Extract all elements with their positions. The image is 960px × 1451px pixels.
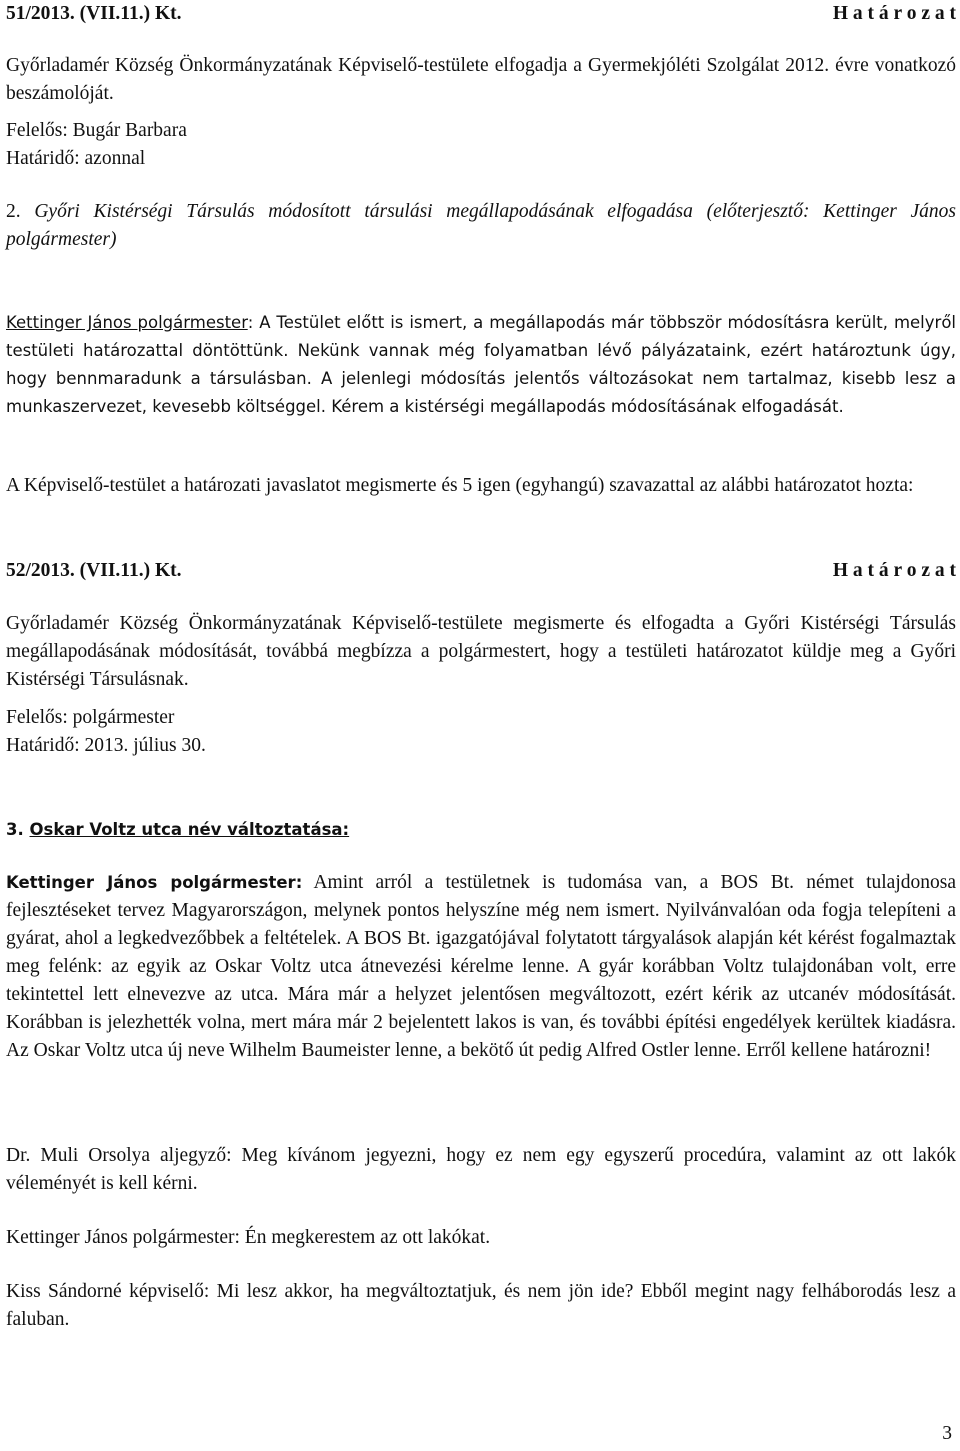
resolution-51-deadline: Határidő: azonnal — [6, 148, 146, 169]
item-3-title: Oskar Voltz utca név változtatása: — [29, 820, 350, 839]
item-2-title-block — [6, 198, 956, 254]
mayor-statement-1-text: : A Testület előtt is ismert, a megállapodás már többször módosításra került, melyről testületi határozattal döntöttünk. Nekünk vannak még folyamatban lévő pályázataink, ezért határoztunk úgy, hogy bennmaradunk a társulásban. A jelenlegi módosítás jelentős változásokat nem tartalmaz, kisebb lesz a munkaszervezet, kevesebb költséggel. Kérem a kistérségi megállapodás módosításának elfogadását. — [6, 313, 956, 416]
item-2-number: 2. — [6, 201, 21, 222]
mayor-statement-1-speaker: Kettinger János polgármester — [6, 313, 248, 332]
mayor-statement-3: Kettinger János polgármester: Én megkerestem az ott lakókat. — [6, 1227, 491, 1248]
item-3-title-block — [6, 816, 956, 844]
notary-statement: Dr. Muli Orsolya aljegyző: Meg kívánom jegyezni, hogy ez nem egy egyszerű procedúra, valamint az ott lakók véleményét is kell kérni. — [6, 1145, 956, 1194]
page-number: 3 — [942, 1423, 952, 1444]
resolution-51-responsible: Felelős: Bugár Barbara — [6, 120, 187, 141]
resolution-52-text: Győrladamér Község Önkormányzatának Képviselő-testülete megismerte és elfogadta a Győri Kistérségi Társulás megállapodásának módosítását, továbbá megbízza a polgármestert, hogy a testületi határozatot küldje meg a Győri Kistérségi Társulásnak. — [6, 613, 956, 690]
resolution-51-text: Győrladamér Község Önkormányzatának Képviselő-testülete elfogadja a Gyermekjóléti Szolgálat 2012. évre vonatkozó beszámolóját. — [6, 55, 956, 104]
mayor-statement-2-speaker: Kettinger János polgármester: — [6, 873, 303, 892]
kiss-statement: Kiss Sándorné képviselő: Mi lesz akkor, ha megváltoztatjuk, és nem jön ide? Ebből megint nagy felháborodás lesz a faluban. — [6, 1281, 956, 1330]
resolution-51-header — [6, 0, 956, 28]
item-3-number: 3. — [6, 820, 24, 839]
resolution-52-deadline: Határidő: 2013. július 30. — [6, 735, 206, 756]
mayor-statement-1 — [6, 309, 956, 421]
resolution-51-heading: H a t á r o z a t — [832, 3, 956, 24]
mayor-statement-2 — [6, 869, 956, 1065]
item-2-title: Győri Kistérségi Társulás módosított társulási megállapodásának elfogadása (előterjesztő: Kettinger János polgármester) — [6, 201, 957, 250]
resolution-52-heading: H a t á r o z a t — [832, 560, 956, 581]
mayor-statement-2-text: Amint arról a testületnek is tudomása van, a BOS Bt. német tulajdonosa fejlesztéseket tervez Magyarországon, melynek pontos helyszíne még nem ismert. Nyilvánvalóan oda fogja telepíteni a gyárat, ahol a legkedvezőbbek a feltételek. A BOS Bt. igazgatójával folytatott tárgyalások alapján két kérést fogalmaztak meg felénk: az egyik az Oskar Voltz utca átnevezési kérelme lenne. A gyár korábban Voltz tulajdonában volt, erre tekintettel lett elnevezve az utca. Mára már a helyzet jelentősen megváltozott, ezért kérik az utcanév módosítását. Korábban is jelezhették volna, mert mára már 2 bejelentett lakos is van, és további építési engedélyek kerültek kiadásra. Az Oskar Voltz utca új neve Wilhelm Baumeister lenne, a bekötő út pedig Alfred Ostler lenne. Erről kellene határozni! — [6, 872, 957, 1061]
resolution-52-number: 52/2013. (VII.11.) Kt. — [6, 560, 182, 581]
vote-52-text: A Képviselő-testület a határozati javaslatot megismerte és 5 igen (egyhangú) szavazattal az alábbi határozatot hozta: — [6, 475, 914, 496]
resolution-52-responsible: Felelős: polgármester — [6, 707, 175, 728]
resolution-52-header — [6, 557, 956, 585]
resolution-51-number: 51/2013. (VII.11.) Kt. — [6, 3, 182, 24]
